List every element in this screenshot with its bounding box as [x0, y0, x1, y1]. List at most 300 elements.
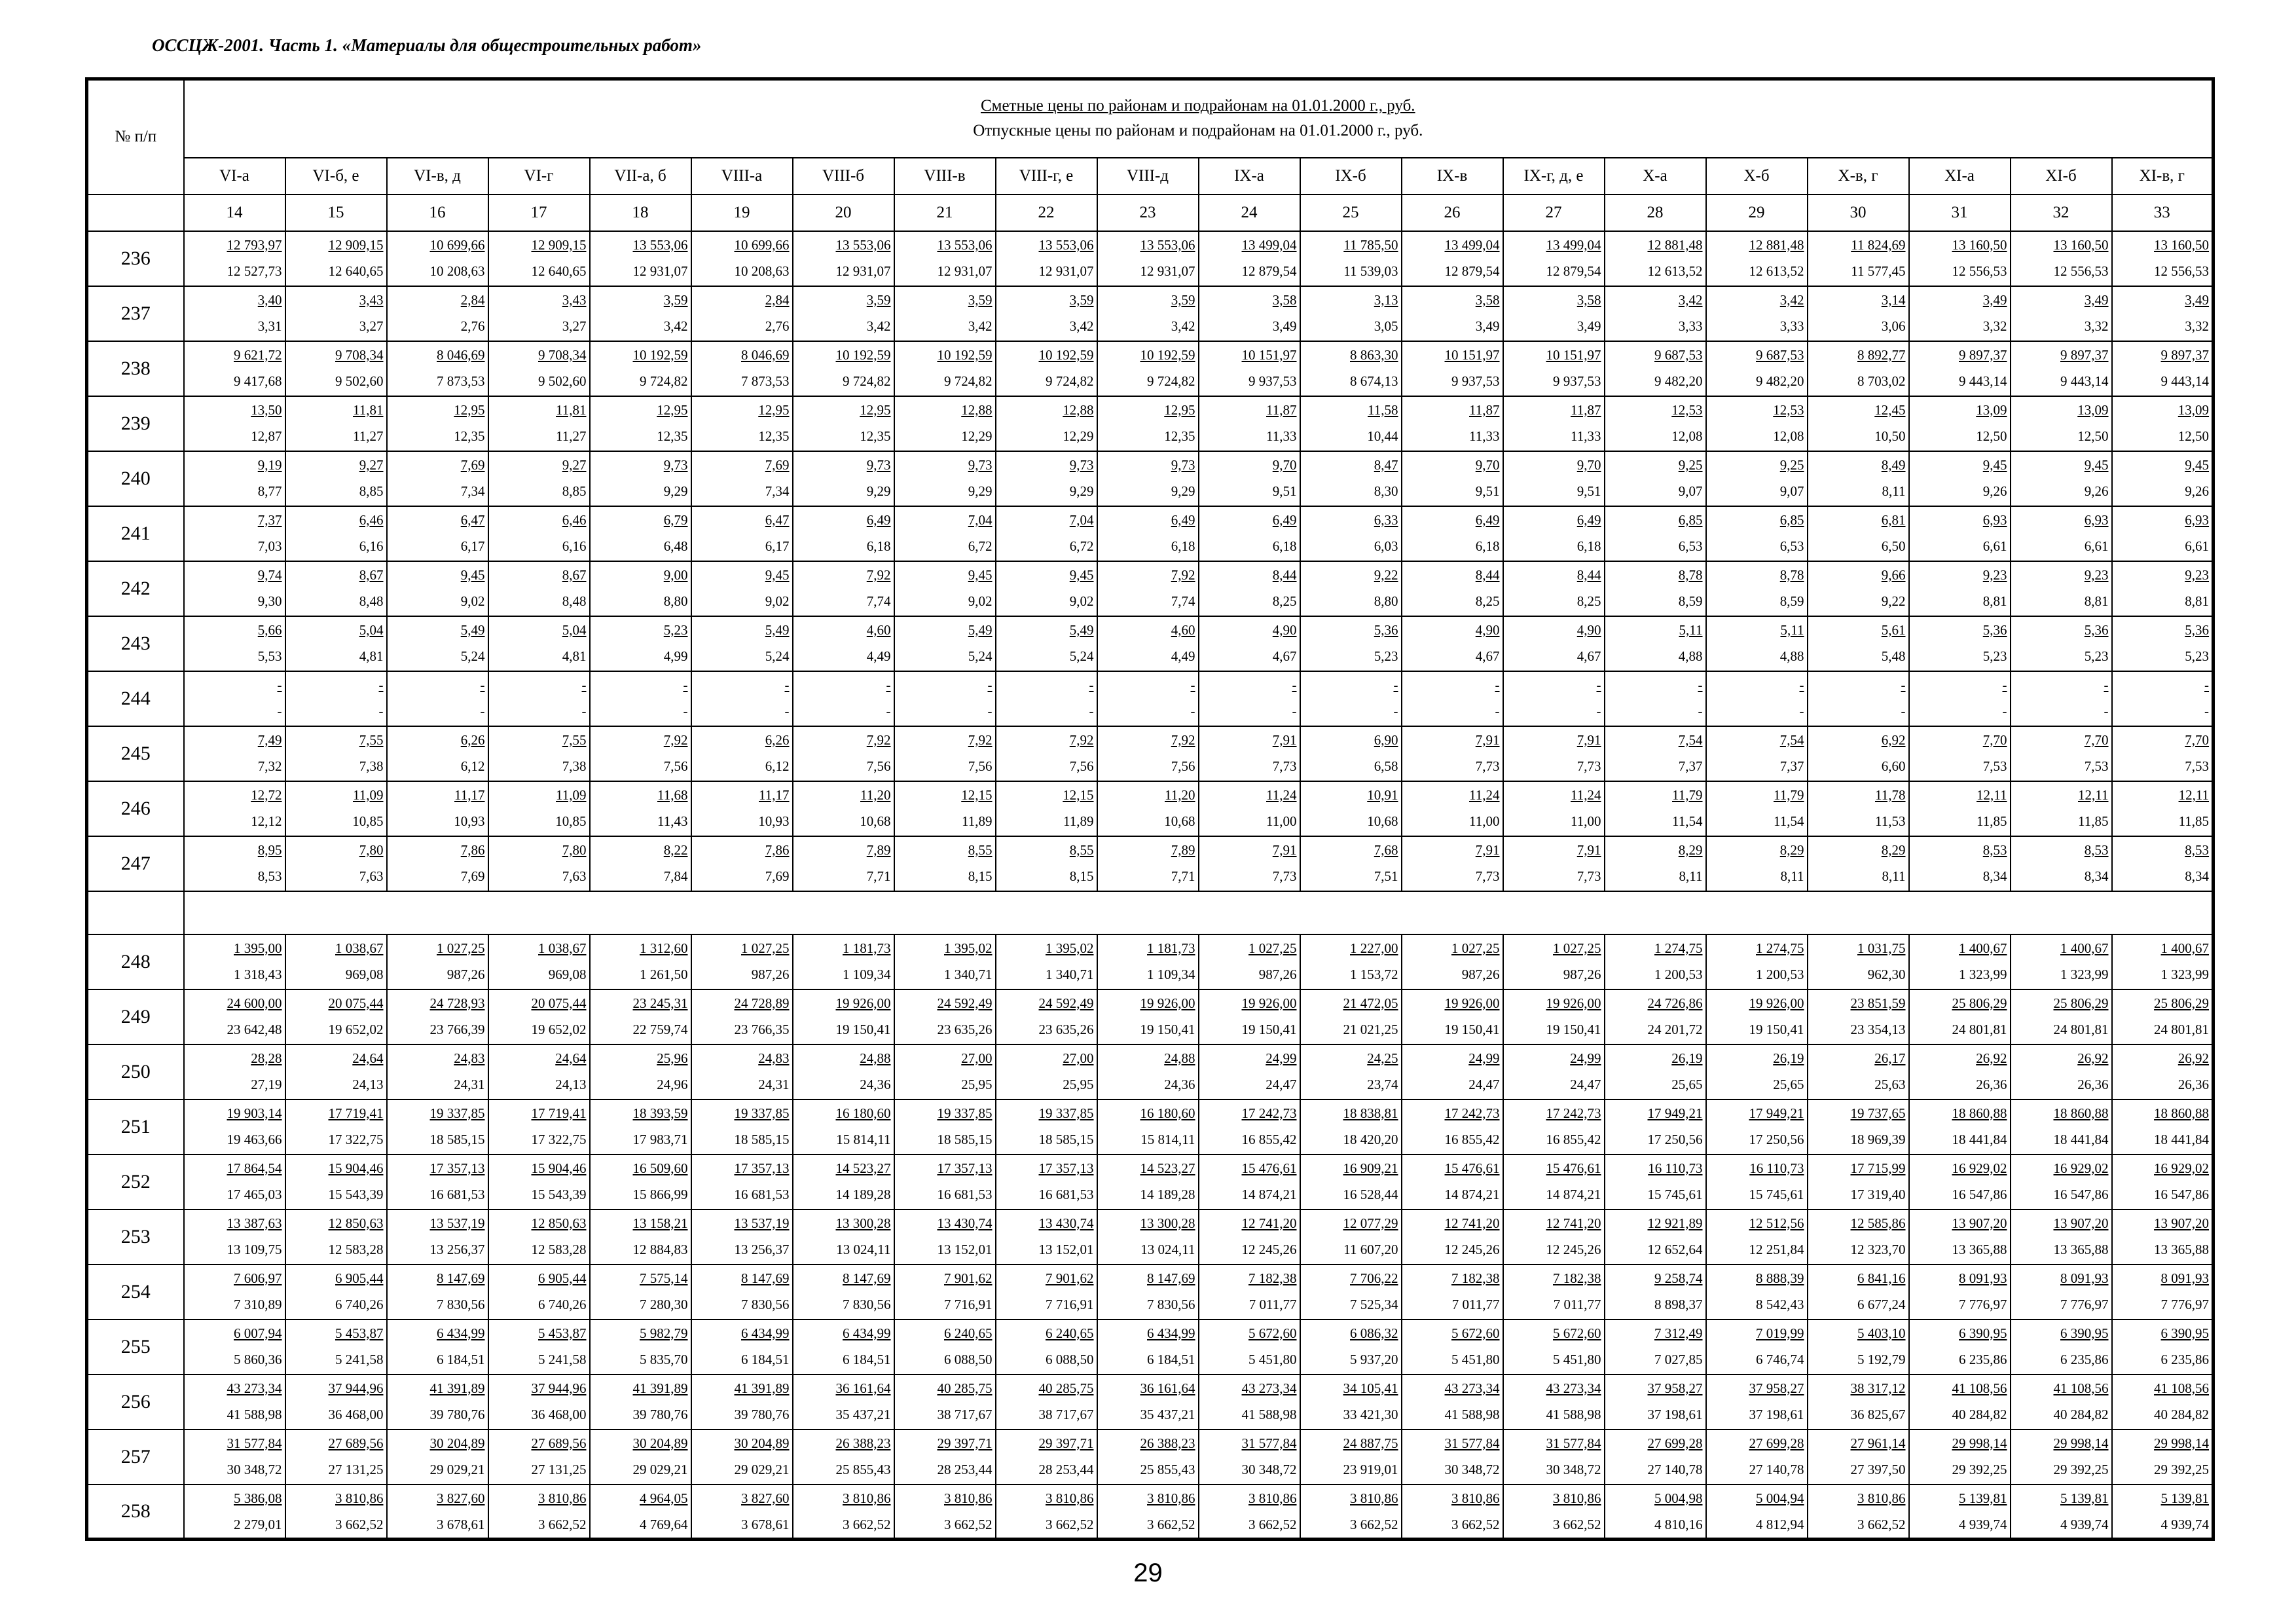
price-cell — [1706, 934, 1808, 989]
estimated-price: 5 672,60 — [1553, 1325, 1601, 1341]
price-cell — [1097, 231, 1199, 286]
release-price: 39 780,76 — [429, 1406, 485, 1422]
release-price: 35 437,21 — [835, 1406, 891, 1422]
price-cell — [2011, 671, 2112, 726]
release-price: - — [277, 703, 282, 719]
price-cell — [1808, 781, 1909, 836]
estimated-price: - — [2204, 676, 2210, 693]
release-price: 9,51 — [1475, 483, 1500, 499]
price-cell — [387, 1320, 488, 1375]
price-cell — [1605, 836, 1706, 891]
release-price: 30 348,72 — [1546, 1461, 1601, 1477]
price-cell — [1402, 989, 1503, 1044]
estimated-price: 17 357,13 — [937, 1160, 993, 1176]
estimated-price: 6,33 — [1374, 511, 1398, 528]
estimated-price: 24,25 — [1367, 1050, 1398, 1066]
estimated-price: 10 151,97 — [1444, 346, 1500, 363]
table-row — [87, 396, 2214, 451]
release-price: 19 150,41 — [1546, 1021, 1601, 1037]
price-cell — [894, 396, 996, 451]
release-price: 9,29 — [866, 483, 891, 499]
release-price: 10,85 — [352, 813, 384, 829]
estimated-price: 5,36 — [2185, 621, 2210, 638]
column-number: 17 — [488, 194, 590, 231]
price-cell — [590, 1485, 691, 1540]
price-cell — [387, 1375, 488, 1430]
estimated-price: 6 905,44 — [538, 1270, 587, 1286]
release-price: 6 088,50 — [1046, 1351, 1094, 1367]
price-cell — [1909, 396, 2011, 451]
release-price: 3,33 — [1678, 318, 1703, 334]
release-price: - — [2204, 703, 2210, 719]
estimated-price: 12 850,63 — [328, 1215, 384, 1231]
price-cell — [691, 989, 793, 1044]
estimated-price: 6 086,32 — [1350, 1325, 1398, 1341]
release-price: 6 235,86 — [2060, 1351, 2109, 1367]
release-price: 12 613,52 — [1749, 263, 1804, 279]
price-cell — [1300, 1044, 1402, 1099]
estimated-price: 9,73 — [968, 456, 993, 473]
release-price: 7,56 — [1171, 758, 1195, 774]
estimated-price: 3,49 — [2084, 291, 2109, 308]
release-price: 14 874,21 — [1241, 1186, 1297, 1202]
table-row — [87, 451, 2214, 506]
price-cell — [1808, 1320, 1909, 1375]
estimated-price: 1 274,75 — [1654, 940, 1703, 956]
price-cell — [1300, 1154, 1402, 1209]
estimated-price: 6,93 — [2185, 511, 2210, 528]
estimated-price: 3,43 — [562, 291, 587, 308]
estimated-price: 5,49 — [1069, 621, 1094, 638]
release-price: - — [683, 703, 688, 719]
price-cell — [1706, 1264, 1808, 1320]
release-price: 15 745,61 — [1647, 1186, 1703, 1202]
price-cell — [2112, 396, 2214, 451]
table-row — [87, 1154, 2214, 1209]
estimated-price: 9,25 — [1779, 456, 1804, 473]
price-cell — [1706, 1099, 1808, 1154]
estimated-price: 8,44 — [1576, 566, 1601, 583]
release-price: 10,50 — [1874, 428, 1906, 444]
release-price: 9 502,60 — [335, 373, 384, 389]
price-cell — [691, 1485, 793, 1540]
release-price: 11,89 — [1063, 813, 1094, 829]
price-cell — [1503, 1099, 1605, 1154]
price-cell — [894, 286, 996, 341]
estimated-price: 9,70 — [1272, 456, 1297, 473]
release-price: 6,53 — [1678, 538, 1703, 554]
estimated-price: 19 903,14 — [227, 1105, 282, 1121]
estimated-price: 38 317,12 — [1850, 1380, 1906, 1396]
release-price: 18 441,84 — [1952, 1131, 2007, 1147]
release-price: 5,53 — [257, 648, 282, 664]
release-price: 7,73 — [1475, 758, 1500, 774]
price-cell — [285, 836, 387, 891]
price-cell — [1808, 1264, 1909, 1320]
row-number: 255 — [87, 1320, 184, 1375]
estimated-price: 11,87 — [1571, 401, 1601, 418]
release-price: 18 585,15 — [937, 1131, 993, 1147]
release-price: 8 898,37 — [1654, 1296, 1703, 1312]
price-cell — [996, 561, 1097, 616]
price-cell — [488, 671, 590, 726]
release-price: 25,65 — [1773, 1076, 1804, 1092]
price-cell — [1199, 836, 1300, 891]
estimated-price: 7,92 — [866, 566, 891, 583]
price-cell — [1605, 396, 1706, 451]
release-price: 7 525,34 — [1350, 1296, 1398, 1312]
estimated-price: - — [683, 676, 688, 693]
release-price: 19 150,41 — [1444, 1021, 1500, 1037]
price-cell — [285, 934, 387, 989]
release-price: 12 583,28 — [531, 1241, 587, 1257]
release-price: 5 192,79 — [1857, 1351, 1906, 1367]
estimated-price: 27 689,56 — [531, 1435, 587, 1451]
release-price: 29 029,21 — [429, 1461, 485, 1477]
estimated-price: 7,91 — [1272, 731, 1297, 748]
estimated-price: 12,95 — [1164, 401, 1195, 418]
estimated-price: 7,91 — [1272, 841, 1297, 858]
estimated-price: 26 388,23 — [1140, 1435, 1195, 1451]
price-cell — [2112, 1320, 2214, 1375]
estimated-price: 1 227,00 — [1350, 940, 1398, 956]
release-price: 6,60 — [1881, 758, 1906, 774]
estimated-price: 9 897,37 — [2160, 346, 2210, 363]
release-price: 12 245,26 — [1546, 1241, 1601, 1257]
price-cell — [1808, 1099, 1909, 1154]
release-price: 12 931,07 — [632, 263, 688, 279]
estimated-price: 19 926,00 — [1241, 995, 1297, 1011]
price-cell — [894, 1154, 996, 1209]
release-price: 27 140,78 — [1749, 1461, 1804, 1477]
release-price: 28 253,44 — [1038, 1461, 1094, 1477]
release-price: 33 421,30 — [1343, 1406, 1398, 1422]
price-cell — [996, 1209, 1097, 1264]
price-cell — [2011, 1154, 2112, 1209]
release-price: - — [1901, 703, 1906, 719]
release-price: 28 253,44 — [937, 1461, 993, 1477]
row-number: 246 — [87, 781, 184, 836]
price-cell — [894, 506, 996, 561]
price-cell — [488, 286, 590, 341]
release-price: 10,85 — [555, 813, 587, 829]
estimated-price: 10 151,97 — [1241, 346, 1297, 363]
estimated-price: 9,73 — [663, 456, 688, 473]
price-cell — [1605, 1375, 1706, 1430]
price-cell — [1402, 1375, 1503, 1430]
price-cell — [793, 989, 894, 1044]
release-price: 9 502,60 — [538, 373, 587, 389]
price-cell — [793, 1209, 894, 1264]
price-cell — [1097, 726, 1199, 781]
price-cell — [1402, 396, 1503, 451]
estimated-price: 13 537,19 — [429, 1215, 485, 1231]
release-price: 1 200,53 — [1756, 966, 1804, 982]
estimated-price: 31 577,84 — [1241, 1435, 1297, 1451]
price-cell — [894, 1430, 996, 1485]
release-price: 7 310,89 — [234, 1296, 282, 1312]
release-price: 19 652,02 — [531, 1021, 587, 1037]
estimated-price: 7,80 — [562, 841, 587, 858]
price-cell — [2112, 506, 2214, 561]
price-cell — [1300, 836, 1402, 891]
price-cell — [590, 1375, 691, 1430]
estimated-price: 12,45 — [1874, 401, 1906, 418]
estimated-price: 3,49 — [1982, 291, 2007, 308]
estimated-price: 8,22 — [663, 841, 688, 858]
price-cell — [184, 616, 285, 671]
estimated-price: 16 509,60 — [632, 1160, 688, 1176]
release-prices-title: Отпускные цены по районам и подрайонам на 01.01.2000 г., руб. — [973, 122, 1423, 140]
release-price: 25,95 — [1063, 1076, 1094, 1092]
price-cell — [387, 989, 488, 1044]
price-cell — [2112, 836, 2214, 891]
price-cell — [1909, 561, 2011, 616]
release-price: 3 662,52 — [1046, 1516, 1094, 1532]
table-row — [87, 616, 2214, 671]
estimated-price: 10 192,59 — [632, 346, 688, 363]
estimated-price: 24,88 — [860, 1050, 891, 1066]
estimated-price: 43 273,34 — [1241, 1380, 1297, 1396]
price-cell — [1909, 341, 2011, 396]
price-cell — [691, 1154, 793, 1209]
price-cell — [793, 231, 894, 286]
release-price: 5 860,36 — [234, 1351, 282, 1367]
release-price: 6,18 — [1171, 538, 1195, 554]
price-cell — [1300, 934, 1402, 989]
price-cell — [1706, 781, 1808, 836]
estimated-price: 1 027,25 — [437, 940, 485, 956]
estimated-price: 9,22 — [1374, 566, 1398, 583]
estimated-price: 9,45 — [460, 566, 485, 583]
release-price: 19 150,41 — [1241, 1021, 1297, 1037]
estimated-price: 7,04 — [968, 511, 993, 528]
price-cell — [1605, 1044, 1706, 1099]
estimated-price: 7,92 — [968, 731, 993, 748]
price-cell — [996, 616, 1097, 671]
release-price: 12 251,84 — [1749, 1241, 1804, 1257]
price-cell — [590, 836, 691, 891]
price-cell — [1300, 561, 1402, 616]
estimated-price: 3 827,60 — [741, 1490, 790, 1506]
release-price: 1 200,53 — [1654, 966, 1703, 982]
column-number: 18 — [590, 194, 691, 231]
header-row-title — [87, 79, 2214, 158]
estimated-price: 5 139,81 — [1959, 1490, 2007, 1506]
price-cell — [1503, 836, 1605, 891]
estimated-price: 29 397,71 — [937, 1435, 993, 1451]
row-number: 252 — [87, 1154, 184, 1209]
price-cell — [793, 1044, 894, 1099]
estimated-price: 7,68 — [1374, 841, 1398, 858]
estimated-price: 5,49 — [765, 621, 790, 638]
release-price: 9 724,82 — [944, 373, 993, 389]
estimated-price: 7 182,38 — [1553, 1270, 1601, 1286]
estimated-price: 41 108,56 — [1952, 1380, 2007, 1396]
estimated-price: 4,90 — [1272, 621, 1297, 638]
price-cell — [1605, 1320, 1706, 1375]
release-price: 12 640,65 — [531, 263, 587, 279]
estimated-prices-title: Сметные цены по районам и подрайонам на 01.01.2000 г., руб. — [980, 97, 1415, 115]
price-cell — [1503, 726, 1605, 781]
price-cell — [1808, 1154, 1909, 1209]
estimated-price: 12,11 — [2078, 786, 2109, 803]
price-cell — [2112, 1264, 2214, 1320]
release-price: 10,68 — [1367, 813, 1398, 829]
row-number: 258 — [87, 1485, 184, 1540]
estimated-price: 2,84 — [460, 291, 485, 308]
price-cell — [285, 451, 387, 506]
price-cell — [996, 1154, 1097, 1209]
release-price: 40 284,82 — [2154, 1406, 2210, 1422]
row-number: 247 — [87, 836, 184, 891]
estimated-price: 6,49 — [1475, 511, 1500, 528]
estimated-price: 7,70 — [2084, 731, 2109, 748]
release-price: 10,68 — [860, 813, 891, 829]
price-cell — [1097, 341, 1199, 396]
price-cell — [894, 561, 996, 616]
release-price: 14 189,28 — [835, 1186, 891, 1202]
price-cell — [793, 341, 894, 396]
price-cell — [894, 781, 996, 836]
price-cell — [1402, 836, 1503, 891]
estimated-price: 26,92 — [2077, 1050, 2109, 1066]
table-row — [87, 506, 2214, 561]
price-cell — [1402, 726, 1503, 781]
price-cell — [488, 726, 590, 781]
estimated-price: 8 863,30 — [1350, 346, 1398, 363]
price-cell — [1402, 1154, 1503, 1209]
price-cell — [1605, 616, 1706, 671]
price-cell — [1300, 341, 1402, 396]
price-cell — [1909, 231, 2011, 286]
price-cell — [691, 1209, 793, 1264]
release-price: 969,08 — [345, 966, 384, 982]
price-cell — [488, 1320, 590, 1375]
release-price: 3 662,52 — [1147, 1516, 1195, 1532]
release-price: 7 873,53 — [437, 373, 485, 389]
price-cell — [793, 1154, 894, 1209]
estimated-price: 3,14 — [1881, 291, 1906, 308]
price-cell — [1503, 616, 1605, 671]
price-cell — [1605, 561, 1706, 616]
row-number: 251 — [87, 1099, 184, 1154]
price-cell — [996, 506, 1097, 561]
estimated-price: 3,43 — [359, 291, 384, 308]
price-cell — [996, 1320, 1097, 1375]
estimated-price: 12,53 — [1773, 401, 1804, 418]
release-price: 23,74 — [1367, 1076, 1398, 1092]
estimated-price: 10 192,59 — [1140, 346, 1195, 363]
estimated-price: 6,46 — [562, 511, 587, 528]
price-cell — [285, 231, 387, 286]
estimated-price: 6,92 — [1881, 731, 1906, 748]
price-cell — [590, 506, 691, 561]
release-price: 7,73 — [1475, 868, 1500, 884]
release-price: 6 746,74 — [1756, 1351, 1804, 1367]
price-cell — [1909, 1264, 2011, 1320]
release-price: 6,61 — [2084, 538, 2109, 554]
estimated-price: 30 204,89 — [429, 1435, 485, 1451]
column-number: 14 — [184, 194, 285, 231]
estimated-price: 13 907,20 — [1952, 1215, 2007, 1231]
row-number: 236 — [87, 231, 184, 286]
release-price: - — [581, 703, 587, 719]
estimated-price: 7,37 — [257, 511, 282, 528]
price-cell — [1097, 451, 1199, 506]
release-price: - — [987, 703, 993, 719]
price-cell — [1706, 341, 1808, 396]
release-price: 9 937,53 — [1451, 373, 1500, 389]
release-price: 24,31 — [758, 1076, 790, 1092]
estimated-price: 9,27 — [562, 456, 587, 473]
price-cell — [1605, 1154, 1706, 1209]
estimated-price: 8 147,69 — [843, 1270, 891, 1286]
district-header: VIII-в — [894, 158, 996, 194]
release-price: - — [1596, 703, 1601, 719]
estimated-price: 13 160,50 — [2154, 236, 2210, 253]
price-cell — [387, 451, 488, 506]
estimated-price: 5 672,60 — [1451, 1325, 1500, 1341]
price-cell — [1605, 231, 1706, 286]
price-cell — [387, 1044, 488, 1099]
estimated-price: 15 476,61 — [1444, 1160, 1500, 1176]
estimated-price: 1 274,75 — [1756, 940, 1804, 956]
estimated-price: 8,78 — [1779, 566, 1804, 583]
estimated-price: 25 806,29 — [1952, 995, 2007, 1011]
price-cell — [1402, 561, 1503, 616]
estimated-price: 8,55 — [968, 841, 993, 858]
release-price: 12,35 — [657, 428, 688, 444]
estimated-price: 12 909,15 — [328, 236, 384, 253]
price-cell — [1402, 1485, 1503, 1540]
price-cell — [1605, 286, 1706, 341]
price-cell — [1909, 286, 2011, 341]
estimated-price: 9,00 — [663, 566, 688, 583]
column-number: 20 — [793, 194, 894, 231]
release-price: - — [480, 703, 485, 719]
release-price: 14 874,21 — [1546, 1186, 1601, 1202]
release-price: 12,29 — [961, 428, 993, 444]
estimated-price: 3 810,86 — [1046, 1490, 1094, 1506]
price-cell — [894, 1375, 996, 1430]
release-price: 17 250,56 — [1647, 1131, 1703, 1147]
release-price: 23 354,13 — [1850, 1021, 1906, 1037]
release-price: 5 241,58 — [538, 1351, 587, 1367]
price-cell — [1402, 781, 1503, 836]
release-price: 16 681,53 — [937, 1186, 993, 1202]
estimated-price: 6,46 — [359, 511, 384, 528]
price-cell — [2112, 1375, 2214, 1430]
release-price: 3,33 — [1779, 318, 1804, 334]
estimated-price: 3,59 — [866, 291, 891, 308]
release-price: 9,22 — [1881, 593, 1906, 609]
estimated-price: 41 391,89 — [429, 1380, 485, 1396]
estimated-price: 6,79 — [663, 511, 688, 528]
release-price: 11,33 — [1469, 428, 1500, 444]
estimated-price: - — [2104, 676, 2109, 693]
price-cell — [894, 1485, 996, 1540]
price-cell — [793, 1375, 894, 1430]
price-cell — [2112, 1044, 2214, 1099]
release-price: 17 322,75 — [531, 1131, 587, 1147]
price-cell — [1808, 561, 1909, 616]
release-price: 4 769,64 — [640, 1516, 688, 1532]
release-price: 3,06 — [1881, 318, 1906, 334]
column-number-empty — [87, 194, 184, 231]
release-price: 26,36 — [2077, 1076, 2109, 1092]
price-cell — [2011, 1044, 2112, 1099]
